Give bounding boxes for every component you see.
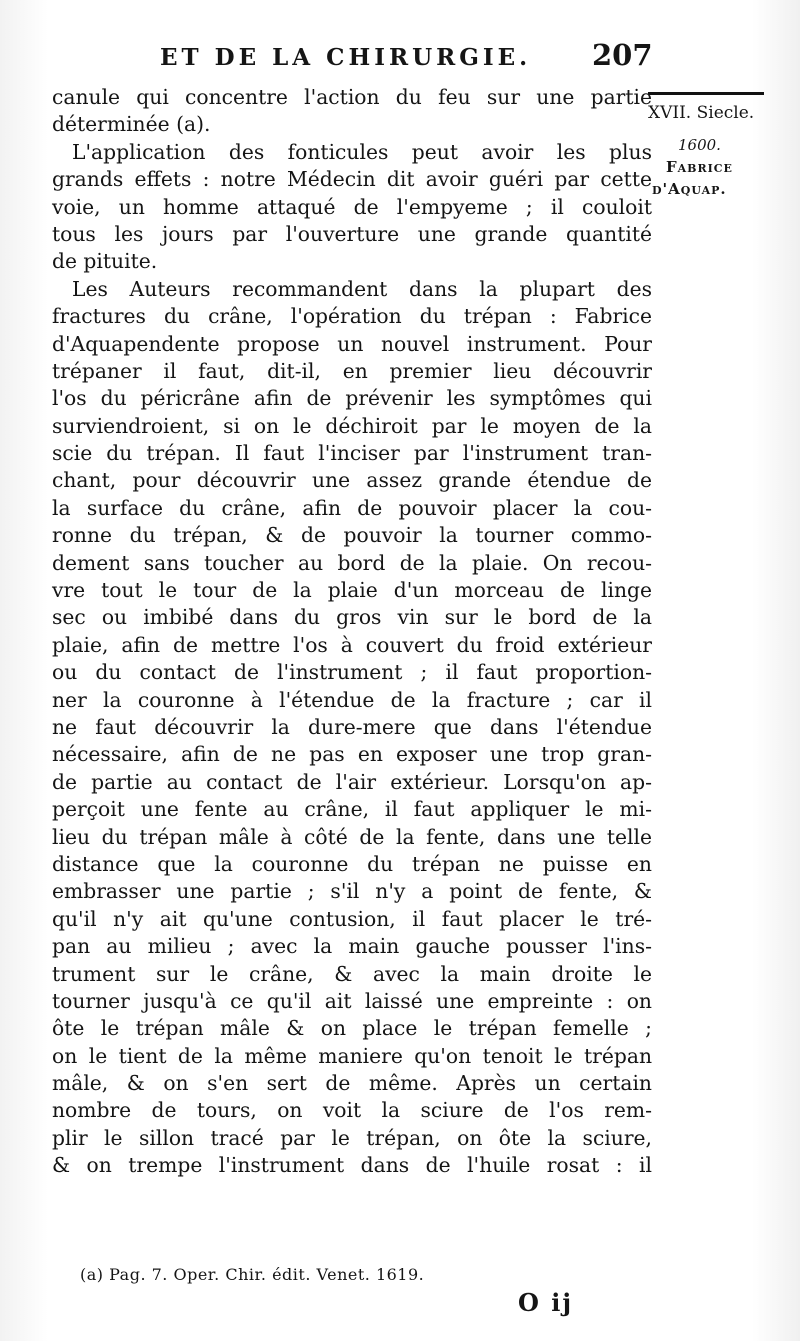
body-text [52, 84, 652, 1180]
text-line: ôte le trépan mâle & on place le trépan femelle ; [52, 1016, 652, 1041]
text-line: de pituite. [52, 249, 158, 274]
text-line: perçoit une fente au crâne, il faut appliquer le mi- [52, 797, 652, 822]
text-line: trument sur le crâne, & avec la main droite le [52, 961, 652, 986]
text-line: embrasser une partie ; s'il n'y a point de fente, & [52, 879, 652, 904]
text-line: tous les jours par l'ouverture une grande quantité [52, 221, 652, 246]
text-line: plaie, afin de mettre l'os à couvert du froid extérieur [52, 632, 652, 657]
text-line: ner la couronne à l'étendue de la fracture ; car il [52, 687, 652, 712]
text-line: tourner jusqu'à ce qu'il ait laissé une empreinte : on [52, 988, 652, 1013]
text-line: on le tient de la même maniere qu'on tenoit le trépan [52, 1043, 652, 1068]
margin-year: 1600. [678, 136, 721, 154]
text-line: Les Auteurs recommandent dans la plupart des [72, 276, 652, 301]
text-line: la surface du crâne, afin de pouvoir placer la cou- [52, 495, 652, 520]
page-number: 207 [592, 38, 653, 72]
text-line: plir le sillon tracé par le trépan, on ôte la sciure, [52, 1125, 652, 1150]
footnote: (a) Pag. 7. Oper. Chir. édit. Venet. 1619. [80, 1265, 425, 1284]
text-line: mâle, & on s'en sert de même. Après un certain [52, 1071, 652, 1096]
running-title: ET DE LA CHIRURGIE. [160, 44, 532, 71]
text-line: distance que la couronne du trépan ne puisse en [52, 851, 652, 876]
signature-mark: O ij [518, 1288, 574, 1317]
text-line: lieu du trépan mâle à côté de la fente, dans une telle [52, 824, 652, 849]
text-line: chant, pour découvrir une assez grande étendue de [52, 468, 652, 493]
margin-notes [648, 102, 788, 200]
text-line: L'application des fonticules peut avoir les plus [72, 139, 652, 164]
text-line: grands effets : notre Médecin dit avoir guéri par cette [52, 167, 652, 192]
text-line: sec ou imbibé dans du gros vin sur le bord de la [52, 605, 652, 630]
text-line: vre tout le tour de la plaie d'un morceau de linge [52, 578, 652, 603]
text-line: d'Aquapendente propose un nouvel instrument. Pour [52, 331, 652, 356]
margin-author-line-1: Fabrice [666, 158, 733, 176]
text-line: scie du trépan. Il faut l'inciser par l'instrument tran- [52, 441, 652, 466]
page-header [160, 38, 680, 84]
text-line: fractures du crâne, l'opération du trépan : Fabrice [52, 304, 652, 329]
text-line: l'os du péricrâne afin de prévenir les symptômes qui [52, 386, 652, 411]
text-line: & on trempe l'instrument dans de l'huile rosat : il [52, 1153, 652, 1178]
text-line: de partie au contact de l'air extérieur. Lorsqu'on ap- [52, 769, 652, 794]
margin-author-line-2: d'Aquap. [652, 180, 727, 198]
text-line: voie, un homme attaqué de l'empyeme ; il couloit [52, 194, 652, 219]
margin-century: XVII. Siecle. [648, 103, 755, 123]
text-line: ronne du trépan, & de pouvoir la tourner commo- [52, 523, 652, 548]
text-line: nécessaire, afin de ne pas en exposer une trop gran- [52, 742, 652, 767]
text-line: nombre de tours, on voit la sciure de l'os rem- [52, 1098, 652, 1123]
margin-rule [648, 92, 764, 95]
text-line: ou du contact de l'instrument ; il faut proportion- [52, 660, 652, 685]
text-line: surviendroient, si on le déchiroit par le moyen de la [52, 413, 652, 438]
text-line: dement sans toucher au bord de la plaie. On recou- [52, 550, 652, 575]
text-line: trépaner il faut, dit-il, en premier lieu découvrir [52, 358, 652, 383]
text-line: ne faut découvrir la dure-mere que dans l'étendue [52, 714, 652, 739]
text-line: qu'il n'y ait qu'une contusion, il faut placer le tré- [52, 906, 652, 931]
text-line: pan au milieu ; avec la main gauche pousser l'ins- [52, 934, 652, 959]
text-line: canule qui concentre l'action du feu sur une partie [52, 85, 652, 109]
text-line: déterminée (a). [52, 112, 211, 137]
